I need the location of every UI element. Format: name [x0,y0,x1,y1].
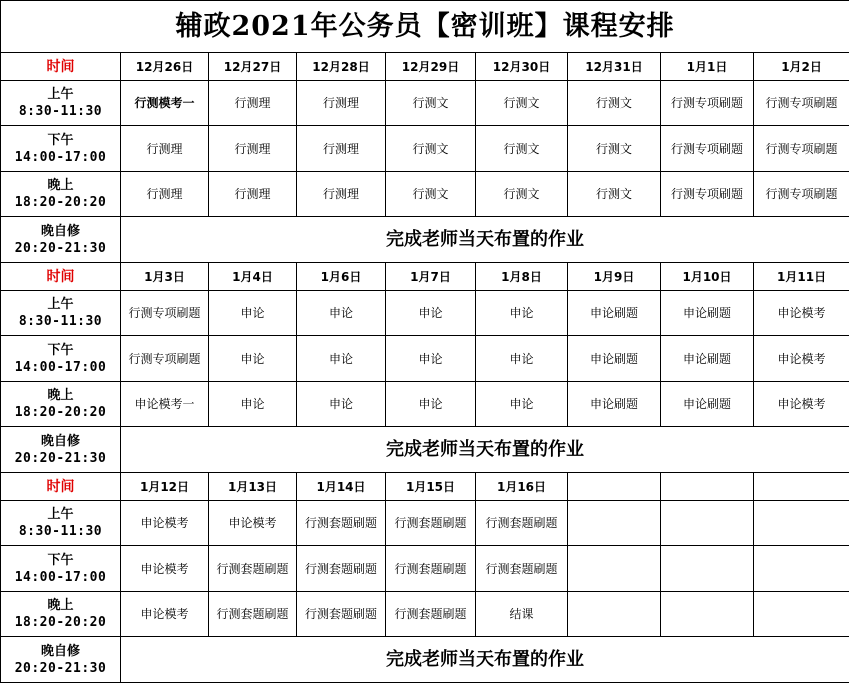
course-cell: 行测专项刷题 [754,81,849,126]
course-cell: 行测套题刷题 [386,592,476,637]
slot-name: 晚上 [47,388,74,403]
course-cell: 行测理 [297,172,386,217]
slot-label [1,291,121,336]
course-cell: 申论模考 [209,501,297,546]
slot-name: 晚自修 [40,223,80,239]
course-cell [568,592,661,637]
page-title: 辅政2021年公务员【密训班】课程安排 [1,1,849,53]
time-header-label: 时间 [1,53,121,81]
slot-name: 晚上 [47,598,74,613]
course-cell: 结课 [476,592,568,637]
course-cell: 行测文 [386,126,476,172]
course-cell: 行测理 [297,81,386,126]
date-header: 1月2日 [754,53,849,81]
course-cell: 申论模考 [754,382,849,427]
course-cell: 申论 [476,291,568,336]
course-cell: 申论模考一 [121,382,209,427]
course-cell [661,592,754,637]
course-cell: 行测套题刷题 [476,501,568,546]
course-cell: 申论模考 [121,501,209,546]
schedule-row [1,172,849,217]
slot-name: 上午 [47,87,74,102]
date-header: 1月12日 [121,473,209,501]
course-cell: 行测套题刷题 [297,501,386,546]
slot-name: 晚自修 [40,643,80,659]
course-cell [661,546,754,592]
course-cell: 申论刷题 [661,336,754,382]
course-cell: 行测套题刷题 [476,546,568,592]
course-cell: 行测文 [476,172,568,217]
slot-name: 上午 [47,507,74,522]
date-header: 12月30日 [476,53,568,81]
homework-note: 完成老师当天布置的作业 [121,427,849,473]
course-cell: 申论 [386,382,476,427]
course-cell: 申论模考 [121,546,209,592]
slot-label [1,81,121,126]
week-header-row [1,263,849,291]
schedule-row [1,336,849,382]
slot-label [1,501,121,546]
slot-label [1,427,121,473]
slot-name: 晚自修 [40,433,80,449]
date-header: 1月10日 [661,263,754,291]
slot-label [1,126,121,172]
date-header [661,473,754,501]
date-header: 12月29日 [386,53,476,81]
course-cell: 行测专项刷题 [661,126,754,172]
course-cell: 行测套题刷题 [209,592,297,637]
date-header: 1月7日 [386,263,476,291]
course-cell: 申论模考 [754,336,849,382]
slot-time: 18:20-20:20 [14,615,107,630]
course-cell: 行测套题刷题 [386,501,476,546]
course-cell: 行测理 [209,81,297,126]
date-header: 1月4日 [209,263,297,291]
course-cell: 行测套题刷题 [386,546,476,592]
course-cell [568,546,661,592]
course-cell: 行测专项刷题 [661,81,754,126]
evening-study-row [1,217,849,263]
date-header: 1月11日 [754,263,849,291]
course-cell: 申论刷题 [568,291,661,336]
date-header: 12月31日 [568,53,661,81]
homework-note: 完成老师当天布置的作业 [121,217,849,263]
date-header: 1月8日 [476,263,568,291]
time-header-label: 时间 [1,473,121,501]
time-header-label: 时间 [1,263,121,291]
slot-time: 14:00-17:00 [14,569,107,585]
course-cell: 申论 [209,291,297,336]
course-cell: 行测套题刷题 [209,546,297,592]
course-cell: 申论刷题 [568,382,661,427]
date-header: 1月16日 [476,473,568,501]
schedule-row [1,81,849,126]
course-cell: 行测理 [121,126,209,172]
course-cell: 行测文 [568,172,661,217]
date-header: 1月13日 [209,473,297,501]
course-cell [661,501,754,546]
course-cell: 申论 [386,291,476,336]
schedule-row [1,546,849,592]
date-header: 1月9日 [568,263,661,291]
date-header: 1月1日 [661,53,754,81]
course-cell: 行测专项刷题 [661,172,754,217]
course-cell: 行测文 [568,126,661,172]
date-header: 1月14日 [297,473,386,501]
slot-time: 8:30-11:30 [18,524,103,539]
course-cell: 行测专项刷题 [754,172,849,217]
slot-time: 8:30-11:30 [18,314,103,329]
date-header: 1月3日 [121,263,209,291]
schedule-row [1,501,849,546]
week-header-row [1,473,849,501]
course-cell: 申论 [209,336,297,382]
course-cell: 申论 [476,336,568,382]
course-cell: 申论模考 [754,291,849,336]
date-header [568,473,661,501]
course-cell: 申论 [297,336,386,382]
course-cell: 申论刷题 [568,336,661,382]
slot-name: 下午 [47,132,74,148]
slot-time: 20:20-21:30 [14,450,107,466]
slot-label [1,592,121,637]
slot-label [1,172,121,217]
course-cell [754,501,849,546]
course-cell: 行测理 [209,126,297,172]
course-cell: 申论模考 [121,592,209,637]
slot-label [1,637,121,683]
date-header: 12月28日 [297,53,386,81]
date-header: 12月26日 [121,53,209,81]
evening-study-row [1,637,849,683]
slot-name: 下午 [47,552,74,568]
course-cell: 申论 [209,382,297,427]
slot-name: 晚上 [47,178,74,193]
course-cell: 行测文 [476,81,568,126]
slot-name: 上午 [47,297,74,312]
course-cell: 行测文 [476,126,568,172]
schedule-row [1,592,849,637]
slot-time: 20:20-21:30 [14,240,107,256]
course-cell: 行测套题刷题 [297,546,386,592]
slot-time: 20:20-21:30 [14,660,107,676]
slot-label [1,336,121,382]
course-cell [754,592,849,637]
date-header: 1月6日 [297,263,386,291]
course-cell: 申论 [297,382,386,427]
course-cell: 申论刷题 [661,291,754,336]
course-cell: 行测套题刷题 [297,592,386,637]
week-header-row [1,53,849,81]
course-cell: 行测模考一 [121,81,209,126]
course-cell: 行测理 [297,126,386,172]
slot-name: 下午 [47,342,74,358]
slot-label [1,382,121,427]
homework-note: 完成老师当天布置的作业 [121,637,849,683]
course-cell: 申论 [386,336,476,382]
slot-time: 8:30-11:30 [18,104,103,119]
course-cell [754,546,849,592]
course-cell: 行测专项刷题 [754,126,849,172]
course-cell: 申论 [476,382,568,427]
course-cell: 申论刷题 [661,382,754,427]
course-cell: 行测理 [209,172,297,217]
slot-label [1,217,121,263]
slot-time: 14:00-17:00 [14,359,107,375]
schedule-row [1,126,849,172]
slot-time: 18:20-20:20 [14,405,107,420]
course-cell: 行测理 [121,172,209,217]
date-header [754,473,849,501]
schedule-row [1,291,849,336]
course-cell: 申论 [297,291,386,336]
course-cell: 行测专项刷题 [121,336,209,382]
course-cell: 行测文 [386,81,476,126]
date-header: 12月27日 [209,53,297,81]
course-cell: 行测文 [386,172,476,217]
course-cell [568,501,661,546]
slot-label [1,546,121,592]
schedule-row [1,382,849,427]
date-header: 1月15日 [386,473,476,501]
slot-time: 18:20-20:20 [14,195,107,210]
course-cell: 行测专项刷题 [121,291,209,336]
course-cell: 行测文 [568,81,661,126]
slot-time: 14:00-17:00 [14,149,107,165]
evening-study-row [1,427,849,473]
